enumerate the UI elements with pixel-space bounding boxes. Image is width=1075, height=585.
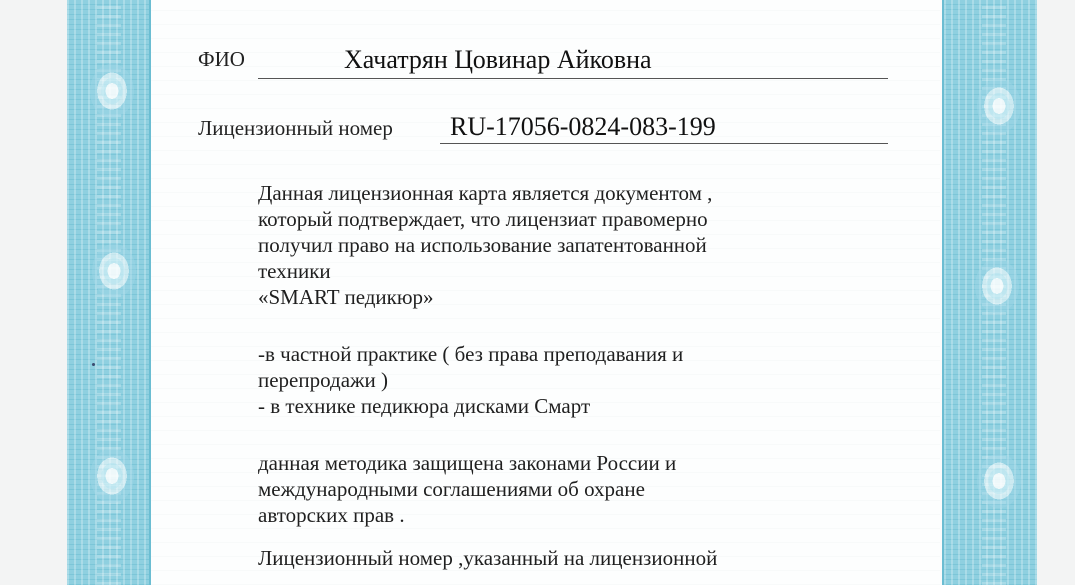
ornament-icon — [87, 60, 137, 122]
text-line: техники — [258, 259, 331, 283]
ornament-icon — [974, 75, 1024, 137]
paragraph-protection — [258, 450, 676, 528]
decorative-border-right — [942, 0, 1037, 585]
ornament-icon — [87, 445, 137, 507]
scan-margin-left — [0, 0, 67, 585]
text-line: Данная лицензионная карта является документом , — [258, 181, 713, 205]
paragraph-scope — [258, 341, 683, 419]
fio-value: Хачатрян Цовинар Айковна — [344, 45, 652, 74]
ornament-icon — [972, 255, 1022, 317]
fio-underline — [258, 78, 888, 79]
license-number-label: Лицензионный номер — [198, 116, 393, 140]
fio-label: ФИО — [198, 47, 245, 71]
text-line: - в технике педикюра дисками Смарт — [258, 394, 591, 418]
license-number-value: RU-17056-0824-083-199 — [450, 112, 716, 141]
text-line: получил право на использование запатентованной — [258, 233, 707, 257]
ornament-icon — [89, 240, 139, 302]
decorative-border-left — [67, 0, 151, 585]
text-line: международными соглашениями об охране — [258, 477, 645, 501]
text-line: который подтверждает, что лицензиат правомерно — [258, 207, 708, 231]
license-number-underline — [440, 143, 888, 144]
text-line: данная методика защищена законами России и — [258, 451, 677, 475]
scan-speck — [92, 363, 95, 366]
text-line: Лицензионный номер ,указанный на лицензионной — [258, 546, 718, 570]
ornament-icon — [974, 450, 1024, 512]
text-line: авторских прав . — [258, 503, 405, 527]
scan-margin-right — [1035, 0, 1075, 585]
paragraph-purpose — [258, 180, 712, 310]
text-line: перепродажи ) — [258, 368, 389, 392]
text-line: «SMART педикюр» — [258, 285, 434, 309]
text-line: -в частной практике ( без права преподавания и — [258, 342, 684, 366]
paragraph-license-number-note — [258, 545, 717, 571]
